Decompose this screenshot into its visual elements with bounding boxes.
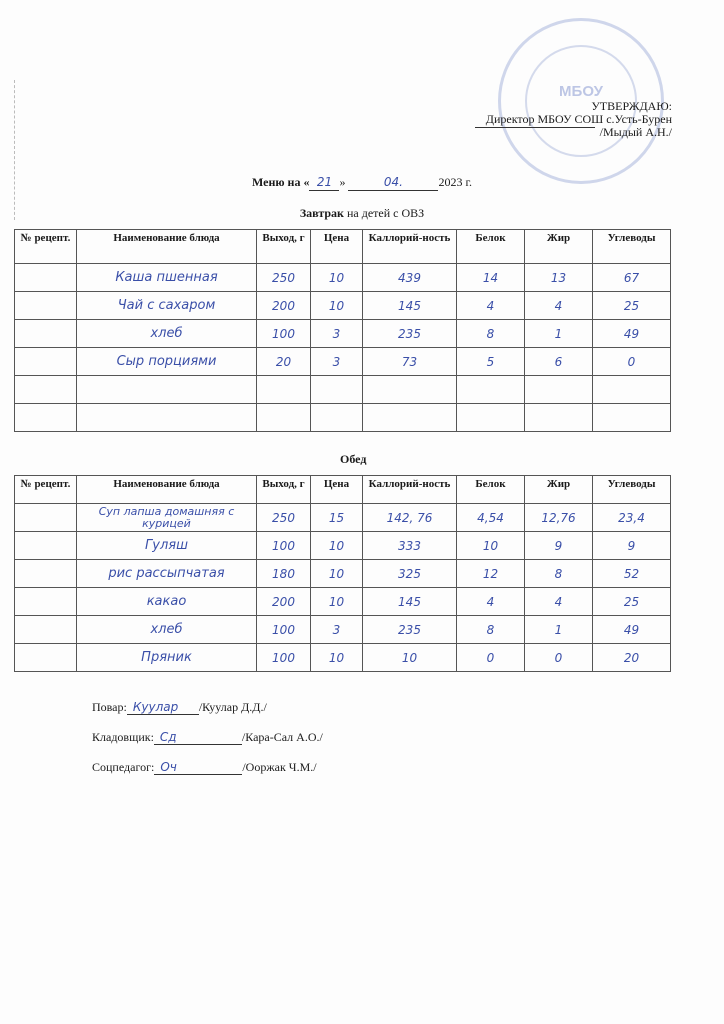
carbs-cell: 0 xyxy=(593,348,671,376)
column-header: Цена xyxy=(311,230,363,264)
recipe-number-cell xyxy=(15,504,77,532)
carbs-cell xyxy=(593,376,671,404)
fat-cell: 8 xyxy=(525,560,593,588)
calories-cell xyxy=(363,376,457,404)
carbs-cell: 25 xyxy=(593,588,671,616)
yield-cell: 200 xyxy=(257,588,311,616)
fat-cell: 4 xyxy=(525,588,593,616)
price-cell: 10 xyxy=(311,292,363,320)
table-header-row xyxy=(15,476,671,504)
carbs-cell: 23,4 xyxy=(593,504,671,532)
protein-cell: 12 xyxy=(457,560,525,588)
dish-name-cell: хлеб xyxy=(77,616,257,644)
yield-cell: 20 xyxy=(257,348,311,376)
fat-cell: 13 xyxy=(525,264,593,292)
price-cell: 10 xyxy=(311,588,363,616)
menu-prefix: Меню на « xyxy=(251,175,310,189)
price-cell xyxy=(311,376,363,404)
calories-cell: 235 xyxy=(363,616,457,644)
recipe-number-cell xyxy=(15,292,77,320)
recipe-number-cell xyxy=(15,376,77,404)
protein-cell: 4 xyxy=(457,588,525,616)
yield-cell: 250 xyxy=(257,504,311,532)
column-header: Белок xyxy=(457,230,525,264)
calories-cell: 142, 76 xyxy=(363,504,457,532)
signature-row-storekeeper xyxy=(92,730,323,745)
calories-cell: 73 xyxy=(363,348,457,376)
carbs-cell: 9 xyxy=(593,532,671,560)
dish-name-cell: Гуляш xyxy=(77,532,257,560)
calories-cell: 333 xyxy=(363,532,457,560)
signature-name: /Кара-Сал А.О./ xyxy=(241,730,323,744)
fat-cell: 1 xyxy=(525,616,593,644)
menu-month: 04. xyxy=(383,175,403,189)
price-cell: 3 xyxy=(311,320,363,348)
carbs-cell: 25 xyxy=(593,292,671,320)
price-cell: 10 xyxy=(311,532,363,560)
price-cell: 3 xyxy=(311,348,363,376)
recipe-number-cell xyxy=(15,560,77,588)
fat-cell: 4 xyxy=(525,292,593,320)
carbs-cell: 49 xyxy=(593,320,671,348)
table-row xyxy=(15,264,671,292)
column-header: Выход, г xyxy=(257,476,311,504)
protein-cell: 14 xyxy=(457,264,525,292)
protein-cell: 4 xyxy=(457,292,525,320)
column-header: Жир xyxy=(525,476,593,504)
fat-cell: 1 xyxy=(525,320,593,348)
recipe-number-cell xyxy=(15,616,77,644)
table-header-row xyxy=(15,230,671,264)
recipe-number-cell xyxy=(15,532,77,560)
calories-cell: 439 xyxy=(363,264,457,292)
yield-cell: 250 xyxy=(257,264,311,292)
yield-cell: 100 xyxy=(257,532,311,560)
column-header: Наименование блюда xyxy=(77,230,257,264)
dish-name-cell: какао xyxy=(77,588,257,616)
recipe-number-cell xyxy=(15,644,77,672)
carbs-cell: 52 xyxy=(593,560,671,588)
column-header: Цена xyxy=(311,476,363,504)
column-header: № рецепт. xyxy=(15,230,77,264)
table-row xyxy=(15,644,671,672)
breakfast-title xyxy=(0,206,724,221)
margin-mark xyxy=(14,80,16,220)
approval-block xyxy=(486,100,672,139)
calories-cell: 145 xyxy=(363,292,457,320)
yield-cell: 180 xyxy=(257,560,311,588)
calories-cell: 10 xyxy=(363,644,457,672)
yield-cell: 200 xyxy=(257,292,311,320)
table-row xyxy=(15,504,671,532)
price-cell: 10 xyxy=(311,644,363,672)
dish-name-cell: Пряник xyxy=(77,644,257,672)
handwritten-signature: Оч xyxy=(160,760,177,774)
breakfast-title-rest: на детей с ОВЗ xyxy=(343,206,425,220)
carbs-cell: 49 xyxy=(593,616,671,644)
table-row xyxy=(15,348,671,376)
menu-day: 21 xyxy=(316,175,333,189)
stamp-text: МБОУ xyxy=(559,83,603,100)
signature-name: /Куулар Д.Д./ xyxy=(198,700,267,714)
fat-cell: 9 xyxy=(525,532,593,560)
calories-cell: 235 xyxy=(363,320,457,348)
protein-cell: 8 xyxy=(457,616,525,644)
fat-cell xyxy=(525,376,593,404)
table-row xyxy=(15,404,671,432)
carbs-cell xyxy=(593,404,671,432)
signature-role: Соцпедагог: xyxy=(92,760,155,774)
column-header: Углеводы xyxy=(593,476,671,504)
table-row xyxy=(15,616,671,644)
menu-title xyxy=(0,175,724,191)
column-header: Наименование блюда xyxy=(77,476,257,504)
lunch-table xyxy=(14,475,671,672)
recipe-number-cell xyxy=(15,348,77,376)
carbs-cell: 20 xyxy=(593,644,671,672)
table-row xyxy=(15,532,671,560)
protein-cell: 5 xyxy=(457,348,525,376)
breakfast-title-bold: Завтрак xyxy=(299,206,344,220)
table-row xyxy=(15,320,671,348)
dish-name-cell: Суп лапша домашняя с курицей xyxy=(77,504,257,532)
fat-cell xyxy=(525,404,593,432)
protein-cell: 10 xyxy=(457,532,525,560)
column-header: Каллорий-ность xyxy=(363,476,457,504)
dish-name-cell: Чай с сахаром xyxy=(77,292,257,320)
dish-name-cell: хлеб xyxy=(77,320,257,348)
fat-cell: 0 xyxy=(525,644,593,672)
price-cell: 3 xyxy=(311,616,363,644)
recipe-number-cell xyxy=(15,320,77,348)
protein-cell: 0 xyxy=(457,644,525,672)
yield-cell: 100 xyxy=(257,644,311,672)
signature-name: /Ооржак Ч.М./ xyxy=(242,760,317,774)
handwritten-signature: Сд xyxy=(159,730,177,744)
price-cell: 15 xyxy=(311,504,363,532)
table-row xyxy=(15,560,671,588)
protein-cell: 4,54 xyxy=(457,504,525,532)
price-cell: 10 xyxy=(311,264,363,292)
column-header: № рецепт. xyxy=(15,476,77,504)
table-row xyxy=(15,292,671,320)
breakfast-table xyxy=(14,229,671,432)
approve-label: УТВЕРЖДАЮ: xyxy=(591,99,672,113)
yield-cell: 100 xyxy=(257,320,311,348)
handwritten-signature: Куулар xyxy=(132,700,179,714)
price-cell xyxy=(311,404,363,432)
signature-role: Повар: xyxy=(92,700,127,714)
dish-name-cell: Сыр порциями xyxy=(77,348,257,376)
dish-name-cell: Каша пшенная xyxy=(77,264,257,292)
column-header: Каллорий-ность xyxy=(363,230,457,264)
lunch-title: Обед xyxy=(340,452,367,466)
signature-role: Кладовщик: xyxy=(92,730,154,744)
column-header: Белок xyxy=(457,476,525,504)
fat-cell: 12,76 xyxy=(525,504,593,532)
director-position: Директор МБОУ СОШ с.Усть-Бурен xyxy=(485,112,672,126)
price-cell: 10 xyxy=(311,560,363,588)
carbs-cell: 67 xyxy=(593,264,671,292)
signature-row-cook xyxy=(92,700,267,715)
recipe-number-cell xyxy=(15,264,77,292)
yield-cell: 100 xyxy=(257,616,311,644)
column-header: Жир xyxy=(525,230,593,264)
signature-row-social-teacher xyxy=(92,760,317,775)
column-header: Углеводы xyxy=(593,230,671,264)
menu-year: 2023 г. xyxy=(438,175,473,189)
calories-cell: 325 xyxy=(363,560,457,588)
protein-cell xyxy=(457,376,525,404)
calories-cell xyxy=(363,404,457,432)
director-name: /Мыдый А.Н./ xyxy=(599,125,672,139)
fat-cell: 6 xyxy=(525,348,593,376)
dish-name-cell: рис рассыпчатая xyxy=(77,560,257,588)
yield-cell xyxy=(257,376,311,404)
protein-cell: 8 xyxy=(457,320,525,348)
protein-cell xyxy=(457,404,525,432)
table-row xyxy=(15,588,671,616)
calories-cell: 145 xyxy=(363,588,457,616)
dish-name-cell xyxy=(77,376,257,404)
dish-name-cell xyxy=(77,404,257,432)
recipe-number-cell xyxy=(15,588,77,616)
table-row xyxy=(15,376,671,404)
recipe-number-cell xyxy=(15,404,77,432)
yield-cell xyxy=(257,404,311,432)
menu-mid: » xyxy=(339,175,346,189)
column-header: Выход, г xyxy=(257,230,311,264)
